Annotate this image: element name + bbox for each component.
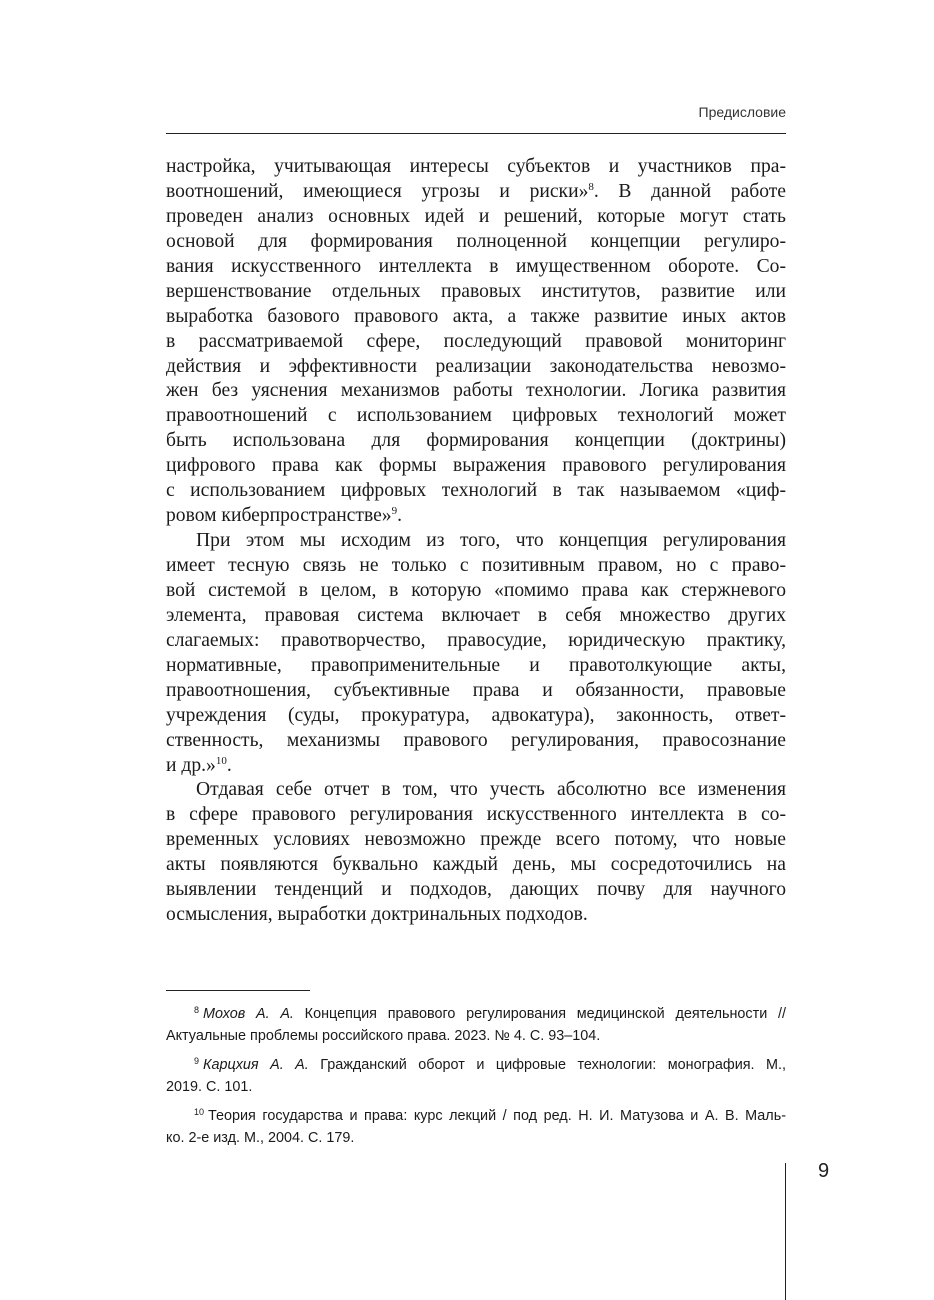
footnote-10 bbox=[166, 1105, 786, 1149]
footnote-line: $^8$ Мохов А. А. Концепция правового регулирования медицинской деятельности // bbox=[194, 1005, 787, 1022]
margin-rule bbox=[785, 1163, 786, 1300]
paragraph-1 bbox=[166, 155, 786, 529]
text-line: ровом киберпространстве»$^9$. bbox=[166, 505, 402, 527]
text-line: и др.»$^{10}$. bbox=[166, 754, 232, 776]
footnote-line: $^{10}$ Теория государства и права: курс лекций / под ред. Н. И. Матузова и А. В. Маль- bbox=[194, 1107, 786, 1124]
text-line: Отдавая себе отчет в том, что учесть абсолютно все изменения bbox=[196, 779, 786, 801]
page-number: 9 bbox=[818, 1160, 830, 1182]
footnote-ref-9[interactable]: 9 bbox=[391, 505, 398, 518]
text-line: основой для формирования полноценной концепции регулиро- bbox=[166, 230, 786, 252]
text-line: быть использована для формирования концепции (доктрины) bbox=[166, 430, 786, 452]
text-line: правоотношения, субъективные права и обязанности, правовые bbox=[166, 679, 786, 701]
text-line: выявлении тенденций и подходов, дающих почву для научного bbox=[166, 879, 786, 901]
paragraph-3 bbox=[166, 778, 786, 928]
text-line: нормативные, правоприменительные и правотолкующие акты, bbox=[166, 654, 786, 676]
text-line: жен без уяснения механизмов работы технологии. Логика развития bbox=[166, 380, 786, 402]
text-line: При этом мы исходим из того, что концепция регулирования bbox=[196, 530, 786, 552]
running-header: Предисловие bbox=[698, 104, 786, 120]
footnote-line: Актуальные проблемы российского права. 2023. № 4. С. 93–104. bbox=[166, 1028, 601, 1044]
footnote-number: 9 bbox=[194, 1056, 200, 1066]
footnotes bbox=[166, 1003, 786, 1156]
header-divider bbox=[166, 133, 786, 134]
footnote-line: 2019. С. 101. bbox=[166, 1079, 253, 1095]
footnote-line: ко. 2-е изд. М., 2004. С. 179. bbox=[166, 1130, 355, 1146]
text-line: временных условиях невозможно прежде всего потому, что новые bbox=[166, 829, 786, 851]
text-line: вершенствование отдельных правовых институтов, развитие или bbox=[166, 280, 786, 302]
footnote-ref-10[interactable]: 10 bbox=[215, 754, 227, 767]
text-line: выработка базового правового акта, а также развитие иных актов bbox=[166, 305, 786, 327]
footnote-8 bbox=[166, 1003, 786, 1047]
text-line: проведен анализ основных идей и решений, которые могут стать bbox=[166, 205, 786, 227]
text-line: воотношений, имеющиеся угрозы и риски»$^8$. В данной работе bbox=[166, 180, 787, 202]
text-line: в сфере правового регулирования искусственного интеллекта в со- bbox=[166, 804, 786, 826]
text-line: слагаемых: правотворчество, правосудие, юридическую практику, bbox=[166, 629, 786, 651]
footnote-line: $^9$ Карцхия А. А. Гражданский оборот и цифровые технологии: монография. М., bbox=[194, 1056, 787, 1073]
text-line: осмысления, выработки доктринальных подходов. bbox=[166, 904, 588, 926]
text-line: правоотношений с использованием цифровых технологий может bbox=[166, 405, 786, 427]
text-line: настройка, учитывающая интересы субъектов и участников пра- bbox=[166, 156, 786, 177]
text-line: имеет тесную связь не только с позитивным правом, но с право- bbox=[166, 555, 786, 576]
text-line: с использованием цифровых технологий в так называемом «циф- bbox=[166, 480, 786, 502]
text-line: элемента, правовая система включает в себя множество других bbox=[166, 604, 786, 626]
footnote-ref-8[interactable]: 8 bbox=[588, 180, 594, 193]
text-line: вой системой в целом, в которую «помимо права как стержневого bbox=[166, 579, 786, 601]
text-line: вания искусственного интеллекта в имущественном обороте. Со- bbox=[166, 255, 786, 277]
text-line: ственность, механизмы правового регулирования, правосознание bbox=[166, 729, 786, 751]
text-line: действия и эффективности реализации законодательства невозмо- bbox=[166, 355, 786, 377]
footnote-author: Мохов А. А. bbox=[203, 1006, 294, 1022]
paragraph-2 bbox=[166, 529, 786, 778]
text-line: в рассматриваемой сфере, последующий правовой мониторинг bbox=[166, 330, 786, 352]
text-line: цифрового права как формы выражения правового регулирования bbox=[166, 455, 786, 477]
footnote-number: 8 bbox=[194, 1005, 200, 1015]
main-text bbox=[166, 155, 786, 928]
footnote-number: 10 bbox=[194, 1107, 205, 1117]
footnote-9 bbox=[166, 1054, 786, 1098]
footnote-divider bbox=[166, 990, 310, 991]
text-line: учреждения (суды, прокуратура, адвокатура), законность, ответ- bbox=[166, 704, 786, 726]
text-line: акты появляются буквально каждый день, мы сосредоточились на bbox=[166, 854, 786, 876]
footnote-author: Карцхия А. А. bbox=[203, 1057, 309, 1073]
